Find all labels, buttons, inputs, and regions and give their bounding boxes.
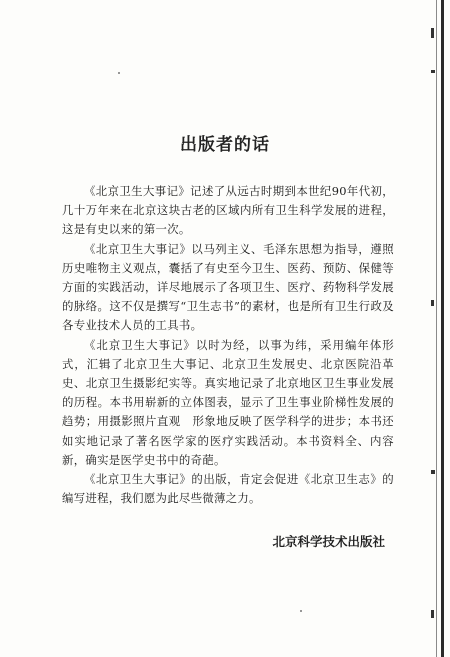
page-title: 出版者的话 — [180, 135, 270, 155]
scan-speck — [300, 610, 302, 612]
page-edge-line — [436, 0, 437, 657]
paragraph-4: 《北京卫生大事记》的出版，肯定会促进《北京卫生志》的编写进程，我们愿为此尽些微薄之力。 — [62, 472, 394, 506]
publisher-name: 北京科学技术出版社 — [272, 534, 385, 549]
preface-body — [62, 182, 394, 508]
scan-speck — [118, 72, 120, 74]
edge-mark — [431, 70, 435, 73]
paragraph-2: 《北京卫生大事记》以马列主义、毛泽东思想为指导，遵照历史唯物主义观点，囊括了有史至今卫生、医药、预防、保健等方面的实践活动，详尽地展示了各项卫生、医疗、药物科学发展的脉络。这不仅是撰写“卫生志书”的素材，也是所有卫生行政及各专业技术人员的工具书。 — [62, 241, 394, 333]
edge-mark — [431, 28, 434, 38]
paragraph-1: 《北京卫生大事记》记述了从远古时期到本世纪90年代初，几十万年来在北京这块古老的区域内所有卫生科学发展的进程，这是有史以来的第一次。 — [62, 184, 394, 237]
edge-mark — [431, 470, 435, 474]
edge-mark — [431, 610, 434, 618]
edge-mark — [431, 300, 434, 306]
paragraph-3: 《北京卫生大事记》以时为经，以事为纬，采用编年体形式，汇辑了北京卫生大事记、北京卫生发展史、北京医院沿革史、北京卫生摄影纪实等。真实地记录了北京地区卫生事业发展的历程。本书用崭新的立体图表，显示了卫生事业阶梯性发展的趋势；用摄影照片直观 形象地反映了医学科学的进步；本书还如实地记录了著名医学家的医疗实践活动。本书资料全、内容新，确实是医学史书中的奇葩。 — [62, 337, 394, 467]
page-edge-shadow — [441, 0, 444, 657]
